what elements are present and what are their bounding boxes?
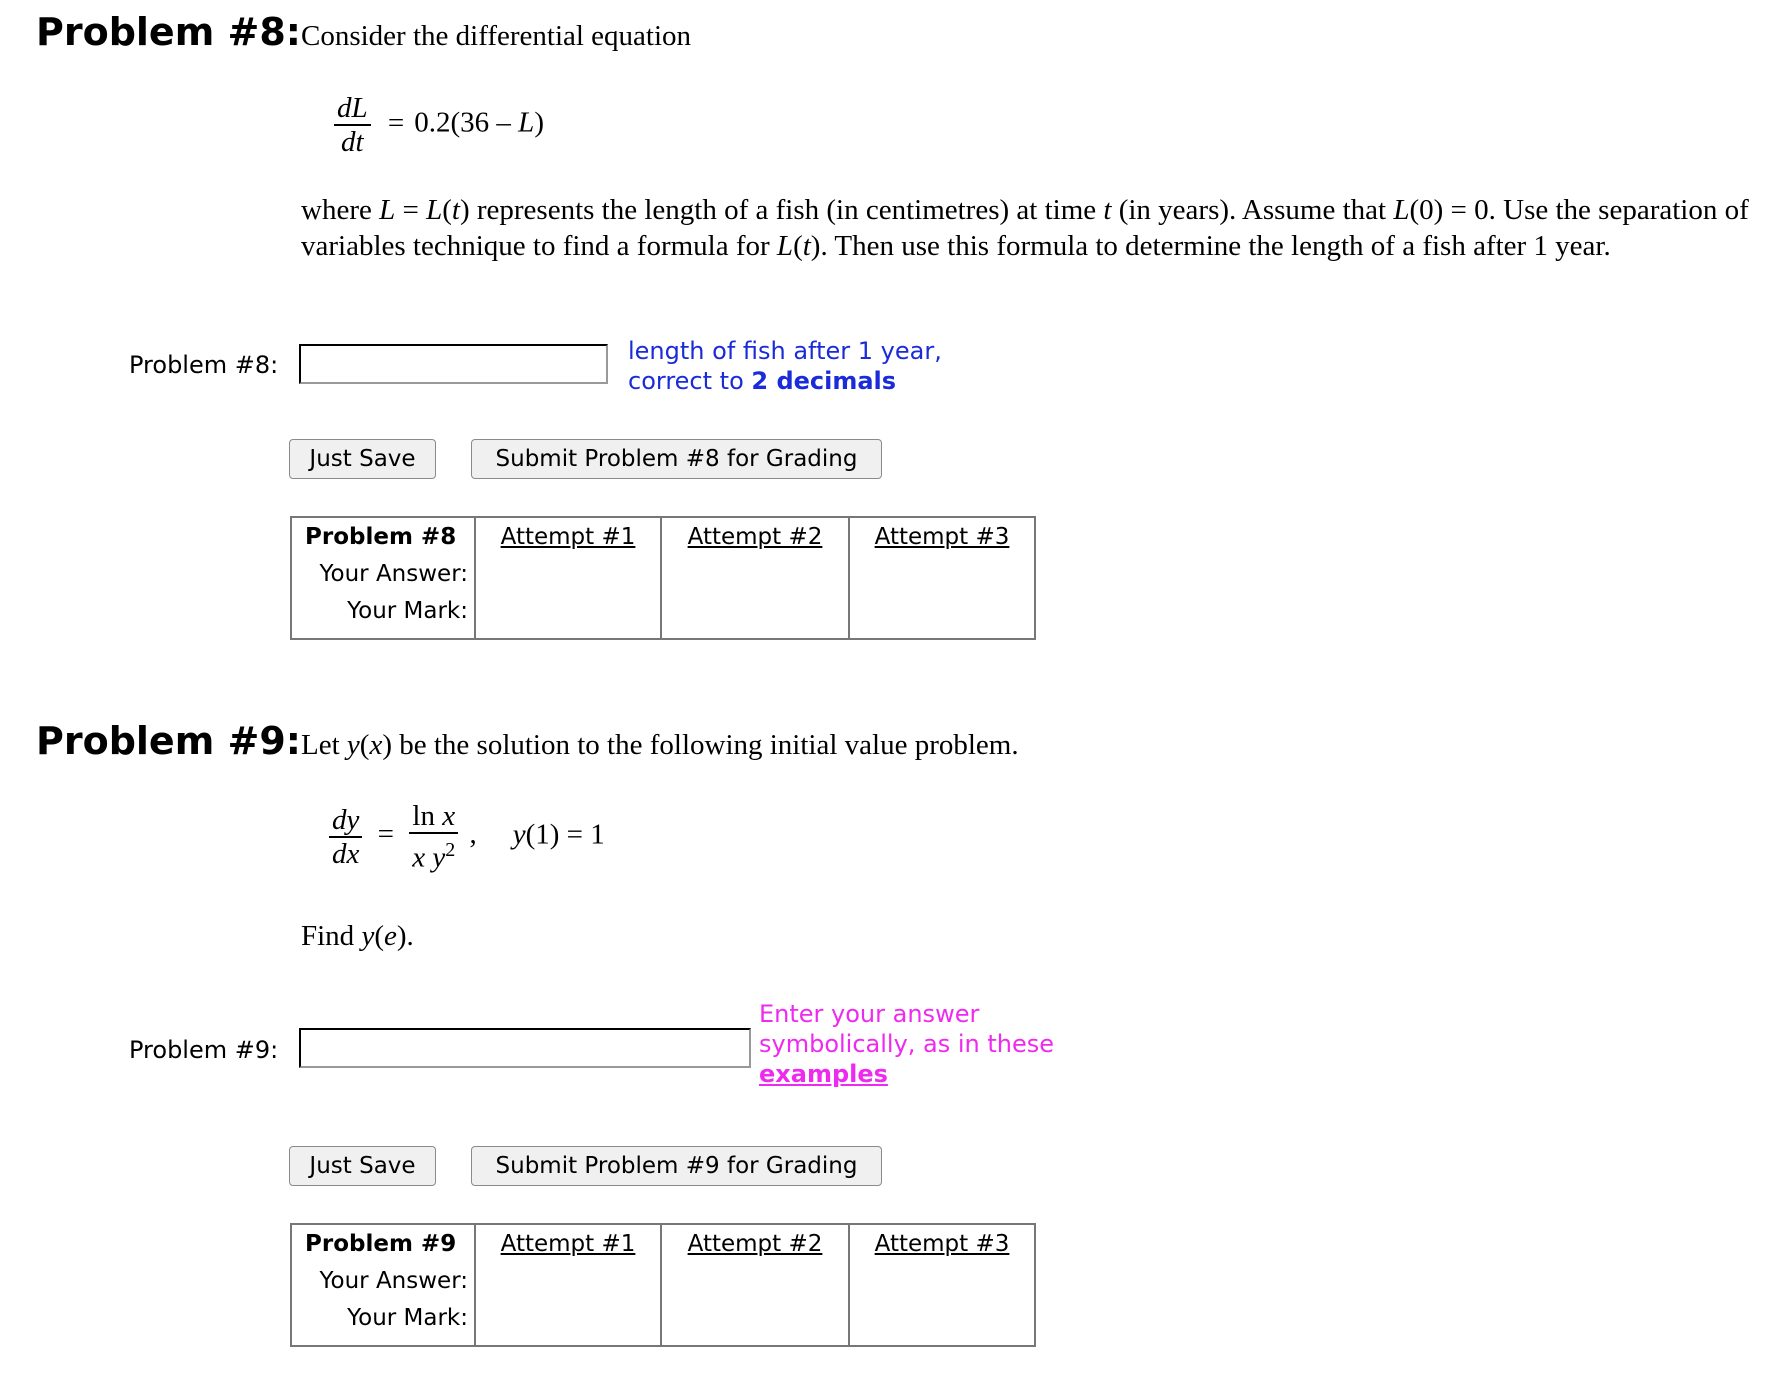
problem-8-just-save-button[interactable]: Just Save	[289, 439, 436, 479]
problem-9-answer-input[interactable]	[299, 1028, 751, 1068]
hint-line-1: length of fish after 1 year,	[628, 337, 942, 365]
attempt-3-link[interactable]: Attempt #3	[874, 524, 1010, 550]
comma: ,	[469, 818, 477, 851]
fraction-numerator: dy	[329, 804, 362, 838]
attempt-2-link[interactable]: Attempt #2	[687, 1231, 823, 1257]
attempt-3-column	[849, 517, 1035, 639]
problem-8-heading: Problem #8:	[36, 10, 301, 54]
fraction-numerator: dL	[334, 92, 371, 126]
equation-rhs-tail: )	[534, 106, 544, 139]
fraction-numerator: ln x	[409, 800, 458, 834]
attempts-table-title: Problem #8	[305, 524, 457, 550]
fraction-dy-dx	[329, 804, 362, 870]
examples-link[interactable]: examples	[759, 1060, 888, 1088]
problem-8-hint	[628, 336, 942, 396]
attempts-label-column	[291, 517, 475, 639]
your-answer-label: Your Answer:	[319, 1268, 468, 1294]
attempt-1-link[interactable]: Attempt #1	[500, 1231, 636, 1257]
problem-9-equation	[329, 800, 605, 874]
hint-decimals: 2 decimals	[751, 367, 897, 395]
equation-rhs-var: L	[518, 106, 535, 139]
problem-9-intro: Let y(x) be the solution to the following initial value problem.	[301, 729, 1019, 761]
problem-9-just-save-button[interactable]: Just Save	[289, 1146, 436, 1186]
problem-8-submit-button[interactable]: Submit Problem #8 for Grading	[471, 439, 882, 479]
problem-9-submit-button[interactable]: Submit Problem #9 for Grading	[471, 1146, 882, 1186]
problem-9-heading: Problem #9:	[36, 719, 301, 763]
your-mark-label: Your Mark:	[347, 598, 468, 624]
attempt-1-column	[475, 517, 661, 639]
problem-8-attempts-table	[290, 516, 1036, 640]
fraction-dl-dt	[334, 92, 371, 158]
attempt-2-link[interactable]: Attempt #2	[687, 524, 823, 550]
hint-line-2: symbolically, as in these	[759, 1030, 1055, 1058]
attempt-2-column	[661, 1224, 849, 1346]
condition-rest: (1) = 1	[525, 818, 605, 851]
problem-9-find: Find y(e).	[301, 920, 414, 952]
condition-var: y	[512, 818, 526, 851]
problem-8-answer-input[interactable]	[299, 344, 608, 384]
equals-sign: =	[377, 818, 394, 851]
attempts-label-column	[291, 1224, 475, 1346]
hint-line-1: Enter your answer	[759, 1000, 980, 1028]
your-answer-label: Your Answer:	[319, 561, 468, 587]
attempt-3-link[interactable]: Attempt #3	[874, 1231, 1010, 1257]
fraction-denominator: dx	[332, 837, 360, 870]
problem-8-intro: Consider the differential equation	[301, 20, 692, 52]
attempt-3-column	[849, 1224, 1035, 1346]
problem-8-equation	[334, 92, 544, 158]
problem-9-attempts-table	[290, 1223, 1036, 1347]
hint-line-2: correct to 2 decimals	[628, 367, 897, 395]
fraction-denominator: x $y^2$	[412, 839, 456, 874]
attempt-1-link[interactable]: Attempt #1	[500, 524, 636, 550]
problem-9-answer-label: Problem #9:	[129, 1036, 279, 1064]
problem-8-description: where L = L(t) represents the length of a fish (in centimetres) at time t (in years). Assume that L(0) = 0. Use the separation of variables technique to find a formula for L(t). Then use this formula to determine the length of a fish after 1 year.	[301, 194, 1749, 262]
fraction-lnx-xy2	[409, 800, 458, 874]
attempts-table-title: Problem #9	[305, 1231, 457, 1257]
problem-8-answer-label: Problem #8:	[129, 351, 279, 379]
equals-sign: =	[387, 106, 405, 139]
attempt-1-column	[475, 1224, 661, 1346]
fraction-denominator: dt	[341, 126, 364, 158]
equation-rhs-lead: 0.2(36 –	[414, 106, 519, 139]
your-mark-label: Your Mark:	[347, 1305, 468, 1331]
attempt-2-column	[661, 517, 849, 639]
problem-9-hint	[759, 999, 1054, 1089]
